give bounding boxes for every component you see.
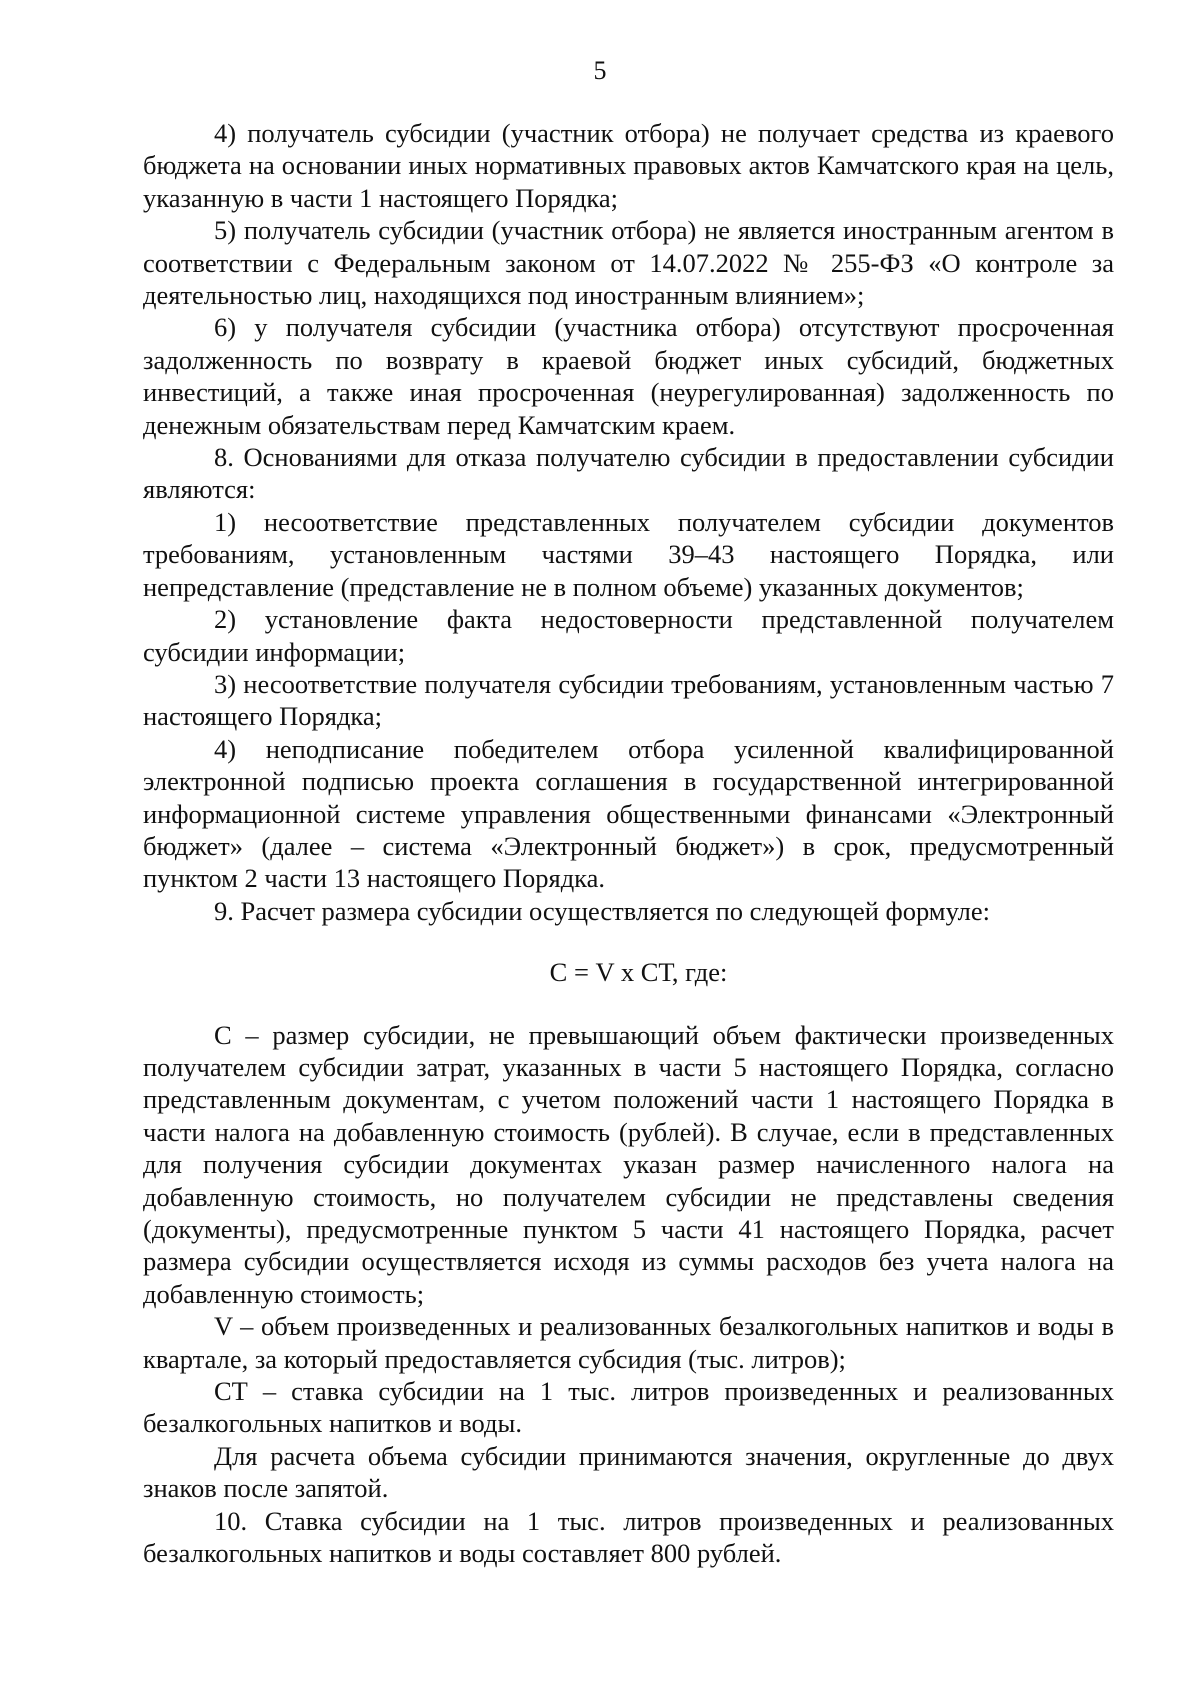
paragraph-item-4-foreign-budget: 4) получатель субсидии (участник отбора) не получает средства из краевого бюджета на основании иных нормативных правовых актов Камчатского края на цель, указанную в части 1 настоящего Порядка; — [143, 118, 1114, 213]
paragraph-refusal-item-3: 3) несоответствие получателя субсидии требованиям, установленным частью 7 настоящего Порядка; — [143, 668, 1114, 732]
definition-c: С – размер субсидии, не превышающий объем фактически произведенных получателем субсидии затрат, указанных в части 5 настоящего Порядка, согласно представленным документам, с учетом положений части 1 настоящего Порядка в части налога на добавленную стоимость (рублей). В случае, если в представленных для получения субсидии документах указан размер начисленного налога на добавленную стоимость, но получателем субсидии не представлены сведения (документы), предусмотренные пунктом 5 части 41 настоящего Порядка, расчет размера субсидии осуществляется исходя из суммы расходов без учета налога на добавленную стоимость; — [143, 1019, 1114, 1309]
document-body — [143, 117, 1114, 1569]
paragraph-item-5-foreign-agent: 5) получатель субсидии (участник отбора) не является иностранным агентом в соответствии с Федеральным законом от 14.07.2022 № 255-ФЗ «О контроле за деятельностью лиц, находящихся под иностранным влиянием»; — [143, 215, 1114, 311]
page-number: 5 — [593, 56, 607, 85]
paragraph-rounding: Для расчета объема субсидии принимаются значения, округленные до двух знаков после запятой. — [143, 1440, 1114, 1504]
paragraph-section-8-refusal-grounds: 8. Основаниями для отказа получателю субсидии в предоставлении субсидии являются: — [143, 442, 1114, 505]
paragraph-section-10-rate: 10. Ставка субсидии на 1 тыс. литров произведенных и реализованных безалкогольных напитков и воды составляет 800 рублей. — [143, 1505, 1114, 1569]
definition-st: СТ – ставка субсидии на 1 тыс. литров произведенных и реализованных безалкогольных напитков и воды. — [143, 1376, 1114, 1439]
definition-v: V – объем произведенных и реализованных безалкогольных напитков и воды в квартале, за который предоставляется субсидия (тыс. литров); — [143, 1311, 1114, 1374]
paragraph-section-9-calculation: 9. Расчет размера субсидии осуществляется по следующей формуле: — [214, 895, 991, 926]
paragraph-item-6-debt: 6) у получателя субсидии (участника отбора) отсутствуют просроченная задолженность по возврату в краевой бюджет иных субсидий, бюджетных инвестиций, а также иная просроченная (неурегулированная) задолженность по денежным обязательствам перед Камчатским краем. — [143, 312, 1114, 440]
paragraph-refusal-item-2: 2) установление факта недостоверности представленной получателем субсидии информации; — [143, 604, 1114, 667]
paragraph-refusal-item-1: 1) несоответствие представленных получателем субсидии документов требованиям, установленным частями 39–43 настоящего Порядка, или непредставление (представление не в полном объеме) указанных документов; — [143, 506, 1114, 602]
paragraph-refusal-item-4: 4) неподписание победителем отбора усиленной квалифицированной электронной подписью проекта соглашения в государственной интегрированной информационной системе управления общественными финансами «Электронный бюджет» (далее – система «Электронный бюджет») в срок, предусмотренный пунктом 2 части 13 настоящего Порядка. — [143, 733, 1114, 894]
subsidy-formula: С = V х СТ, где: — [549, 957, 728, 988]
